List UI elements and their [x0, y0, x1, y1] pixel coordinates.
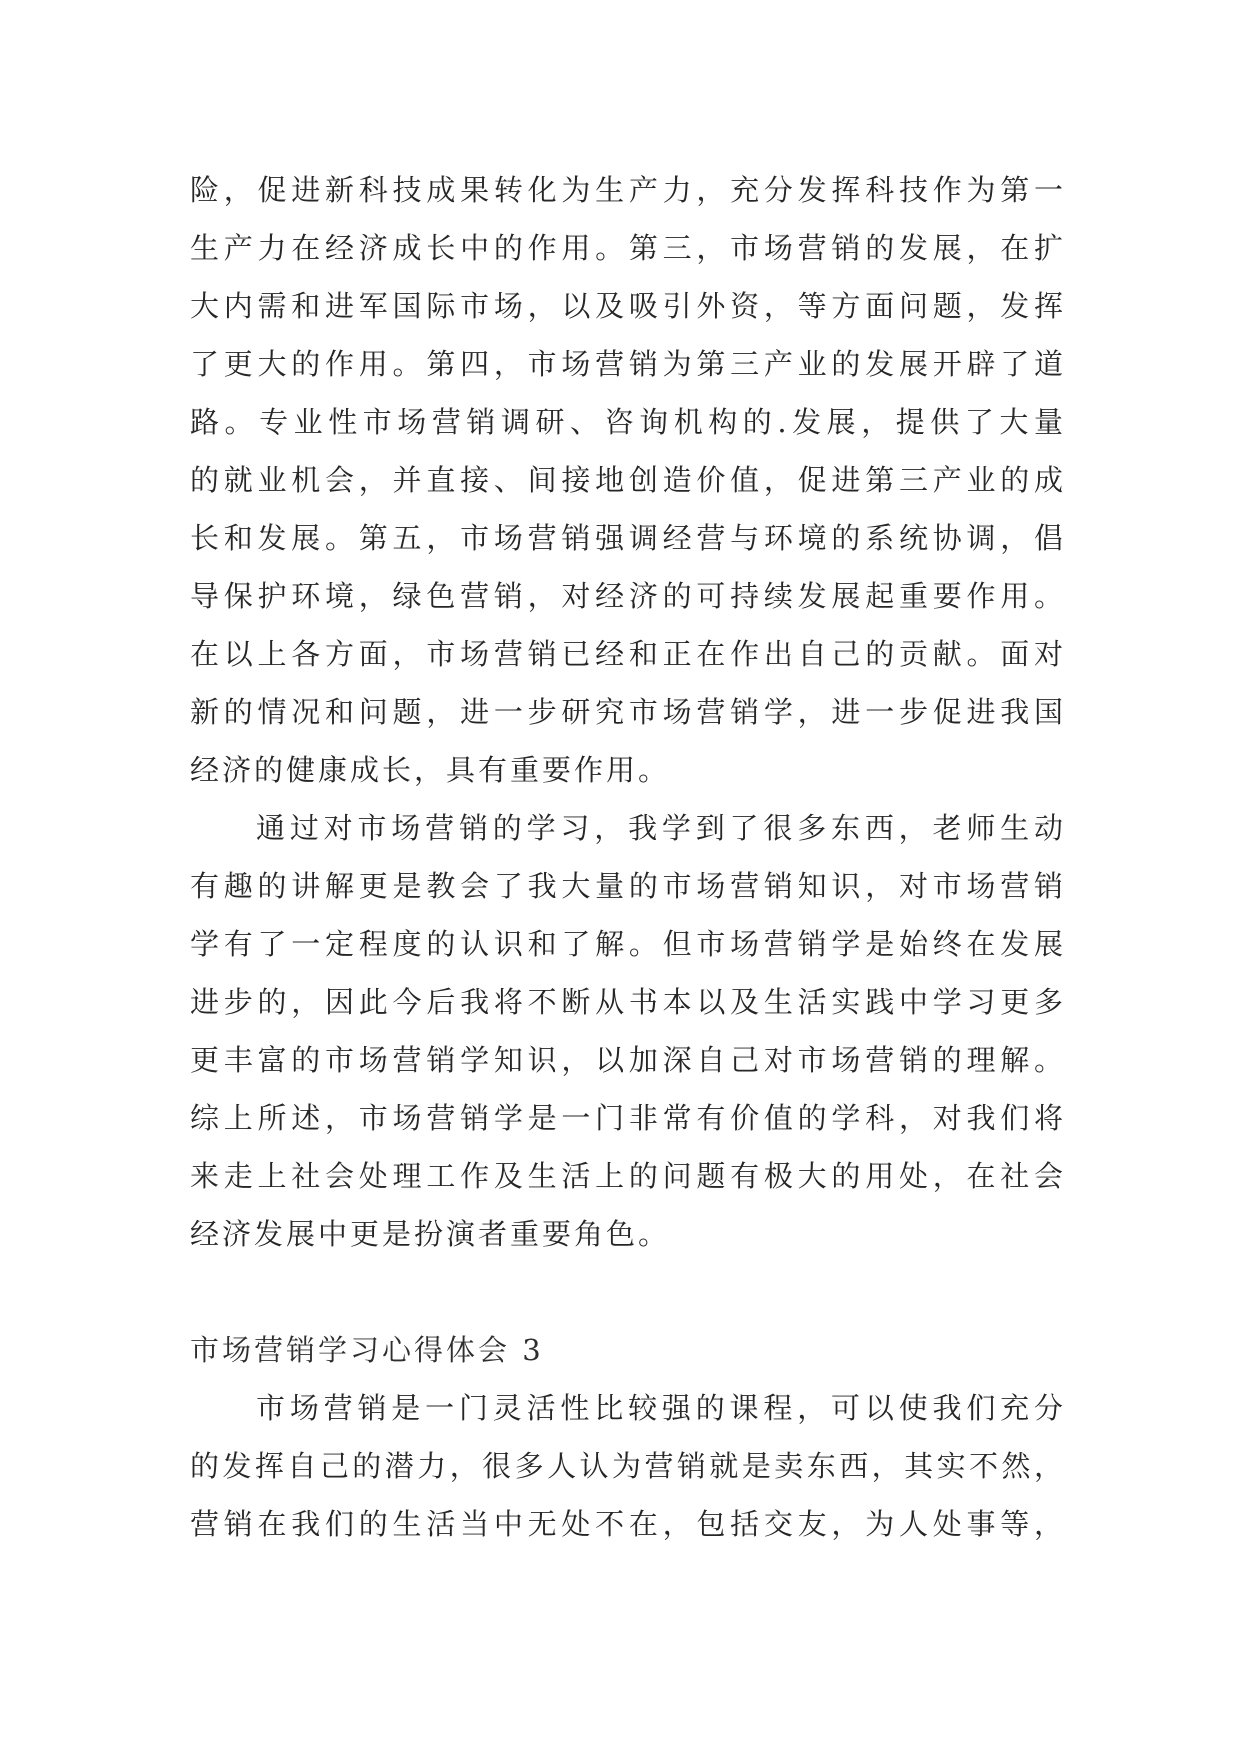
section-heading: 市场营销学习心得体会 3: [190, 1333, 544, 1367]
text-line: 营销在我们的生活当中无处不在，包括交友，为人处事等，: [190, 1507, 1066, 1541]
document-body: [190, 161, 1066, 1553]
text-line: 进步的，因此今后我将不断从书本以及生活实践中学习更多: [190, 985, 1066, 1019]
text-line: 路。专业性市场营销调研、咨询机构的.发展，提供了大量: [190, 405, 1066, 439]
text-line: 了更大的作用。第四，市场营销为第三产业的发展开辟了道: [190, 347, 1066, 381]
text-line: 长和发展。第五，市场营销强调经营与环境的系统协调，倡: [190, 521, 1066, 555]
text-line: 生产力在经济成长中的作用。第三，市场营销的发展，在扩: [190, 231, 1066, 265]
text-line: 通过对市场营销的学习，我学到了很多东西，老师生动: [256, 811, 1066, 845]
text-line: 更丰富的市场营销学知识，以加深自己对市场营销的理解。: [190, 1043, 1066, 1077]
text-line: 导保护环境，绿色营销，对经济的可持续发展起重要作用。: [190, 579, 1066, 613]
paragraph-section-3: [190, 1379, 1066, 1553]
text-line: 市场营销是一门灵活性比较强的课程，可以使我们充分: [256, 1391, 1066, 1425]
text-line: 在以上各方面，市场营销已经和正在作出自己的贡献。面对: [190, 637, 1066, 671]
text-line: 学有了一定程度的认识和了解。但市场营销学是始终在发展: [190, 927, 1066, 961]
text-line: 大内需和进军国际市场，以及吸引外资，等方面问题，发挥: [190, 289, 1066, 323]
paragraph-spacer: [190, 1263, 1066, 1321]
text-line: 综上所述，市场营销学是一门非常有价值的学科，对我们将: [190, 1101, 1066, 1135]
text-line: 的发挥自己的潜力，很多人认为营销就是卖东西，其实不然，: [190, 1449, 1066, 1483]
text-line: 险，促进新科技成果转化为生产力，充分发挥科技作为第一: [190, 173, 1066, 207]
text-line: 新的情况和问题，进一步研究市场营销学，进一步促进我国: [190, 695, 1066, 729]
text-line: 来走上社会处理工作及生活上的问题有极大的用处，在社会: [190, 1159, 1066, 1193]
paragraph-continued: [190, 161, 1066, 799]
text-line: 经济的健康成长，具有重要作用。: [190, 753, 671, 787]
paragraph-learning-summary: [190, 799, 1066, 1263]
text-line: 有趣的讲解更是教会了我大量的市场营销知识，对市场营销: [190, 869, 1066, 903]
text-line: 的就业机会，并直接、间接地创造价值，促进第三产业的成: [190, 463, 1066, 497]
text-line: 经济发展中更是扮演者重要角色。: [190, 1217, 671, 1251]
